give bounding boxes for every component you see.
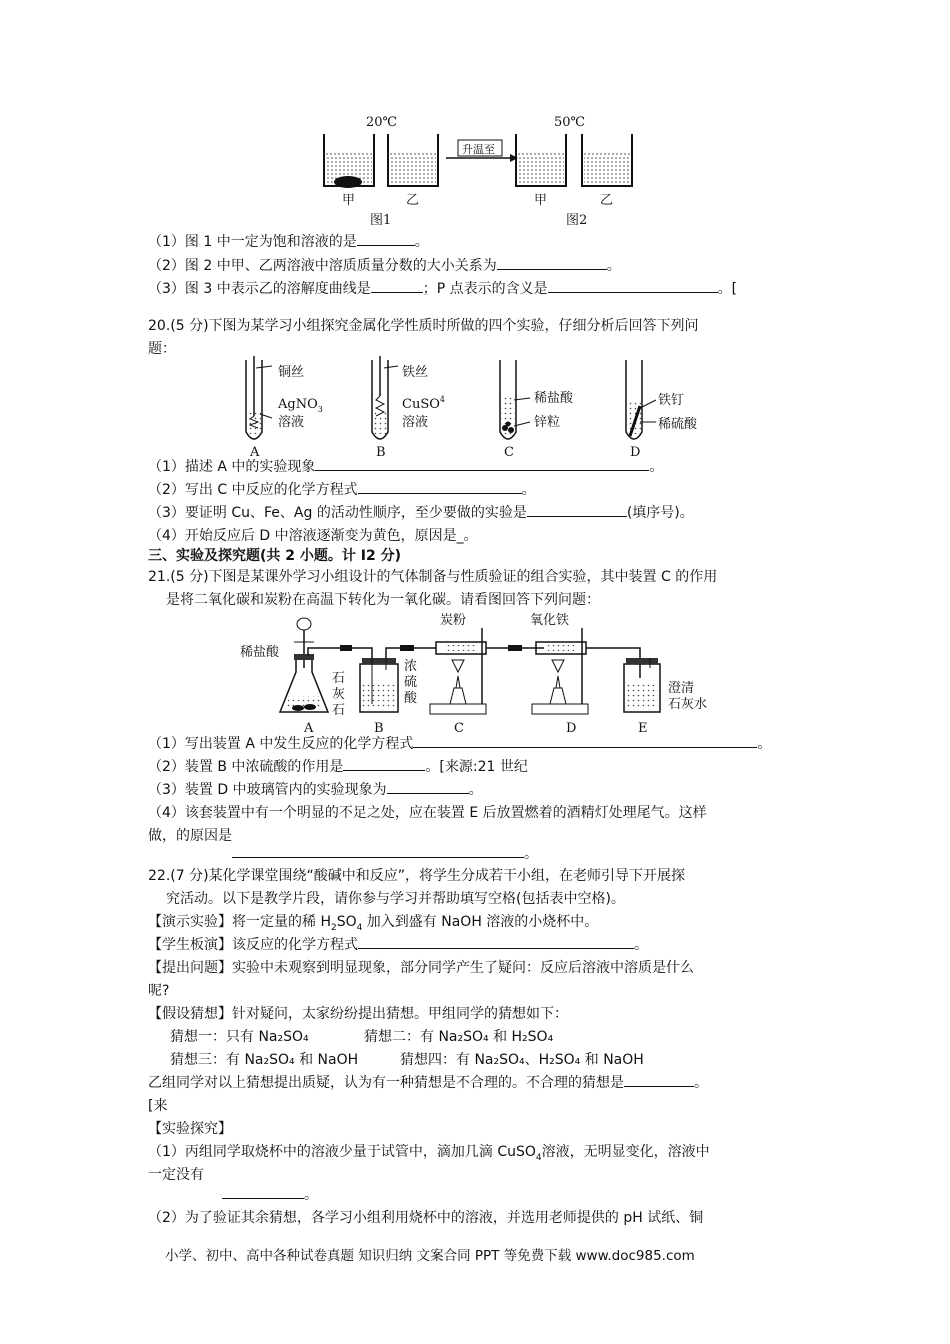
beaker-jia-1 [324,134,374,188]
answer-blank[interactable] [358,934,634,949]
beaker-jia-2 [516,134,566,186]
q20-line1 [148,456,663,478]
q20-l1-end: 。 [649,459,664,475]
label-lime2: 灰 [332,687,346,702]
apparatus-a-flask [280,618,328,712]
apparatus-letter-a: A [304,721,314,736]
beaker-label-yi-1: 乙 [406,193,420,208]
q20-line3 [148,502,694,524]
q21-line4a: （4）该套装置中有一个明显的不足之处，应在装置 E 后放置燃着的酒精灯处理尾气。这样 [148,805,707,821]
q21-line2 [148,756,528,778]
label-carbon-powder: 炭粉 [440,613,467,628]
solubility-beaker-figure [318,112,638,230]
beaker-label-yi-2: 乙 [600,193,614,208]
tube-b-label2: CuSO$^4$ [402,395,445,412]
q19-l2-text: （2）图 2 中甲、乙两溶液中溶质质量分数的大小关系为 [148,258,497,274]
q21-line4c [232,843,538,865]
q22-demo-sub: 2 [330,922,337,933]
q21-line4b: 做，的原因是 [148,828,232,844]
label-iron-oxide: 氧化铁 [530,613,570,628]
tube-b-label3: 溶液 [402,415,429,430]
caption-fig1: 图1 [370,213,392,228]
q21-l2-text: （2）装置 B 中浓硫酸的作用是 [148,759,344,775]
q22-p1-line [148,1141,710,1169]
q22-demo-text: 【演示实验】将一定量的稀 H [148,914,331,930]
q20-intro-line1: 20.(5 分)下图为某学习小组探究金属化学性质时所做的四个实验，仔细分析后回答下列问 [148,318,699,334]
q19-line1 [148,231,429,253]
q22-question-line1: 【提出问题】实验中未观察到明显现象，部分同学产生了疑问：反应后溶液中溶质是什么 [148,960,694,976]
label-limewater1: 澄清 [668,681,695,696]
tube-a-label1: 铜丝 [278,365,305,380]
q22-demo-text3: 加入到盛有 NaOH 溶液的小烧杯中。 [362,914,599,930]
tube-d-letter: D [630,445,641,460]
q20-line4: （4）开始反应后 D 中溶液逐渐变为黄色，原因是_。 [148,528,478,544]
answer-blank[interactable] [624,1072,694,1087]
q22-demo-sub2: 4 [356,922,363,933]
q21-line1 [148,733,771,755]
q21-l2-end: 。[来源:21 世纪 [425,759,528,775]
apparatus-letter-c: C [454,721,464,736]
label-dilute-hcl: 稀盐酸 [240,645,280,660]
guess-1: 猜想一：只有 Na₂SO₄ [170,1029,309,1045]
q22-p1b-end: 。 [304,1187,318,1203]
q20-l2-text: （2）写出 C 中反应的化学方程式 [148,482,358,498]
beaker-label-jia-2: 甲 [534,193,548,208]
q22-demo-text2: SO [336,914,357,930]
apparatus-letter-d: D [566,721,577,736]
q19-line2 [148,255,621,277]
tube-d-label2: 稀硫酸 [658,417,698,432]
tube-a-letter: A [250,445,260,460]
q22-p1-sub: 4 [535,1152,542,1163]
heat-arrow-label: 升温至 [462,143,495,156]
answer-blank[interactable] [371,278,423,293]
q20-l3-text: （3）要证明 Cu、Fe、Ag 的活动性顺序，至少要做的实验是 [148,505,527,521]
q22-yi-line [148,1072,708,1094]
answer-blank[interactable] [315,456,649,471]
section-3-heading: 三、实验及探究题(共 2 小题。计 I2 分) [148,548,401,564]
apparatus-d-tube [532,628,588,714]
q21-l1-text: （1）写出装置 A 中发生反应的化学方程式 [148,736,414,752]
guess-2: 猜想二：有 Na₂SO₄ 和 H₂SO₄ [364,1029,554,1045]
q22-board-end: 。 [634,937,648,953]
q19-l3-end: 。[ [717,281,738,297]
tube-c-label1: 稀盐酸 [534,391,574,406]
label-h2so4-3: 酸 [404,691,418,706]
test-tube-a [246,356,272,439]
q22-intro-line2: 究活动。以下是教学片段，请你参与学习并帮助填写空格(包括表中空格)。 [166,891,625,907]
answer-blank[interactable] [527,502,627,517]
q20-l1-text: （1）描述 A 中的实验现象 [148,459,316,475]
test-tube-d [626,360,656,439]
q22-p1-text: （1）丙组同学取烧杯中的溶液少量于试管中，滴加几滴 CuSO [148,1144,536,1160]
q22-question-line2: 呢? [148,983,170,999]
label-lime1: 石 [332,671,346,686]
heat-arrow [446,140,518,162]
q22-board-line [148,934,648,956]
q22-p2-line: （2）为了验证其余猜想，各学习小组利用烧杯中的溶液，并选用老师提供的 pH 试纸、铜 [148,1210,704,1226]
answer-blank[interactable] [497,255,607,270]
label-lime3: 石 [332,703,346,718]
q22-hypothesis-line: 【假设猜想】针对疑问，太家纷纷提出猜想。甲组同学的猜想如下： [148,1006,568,1022]
label-h2so4-2: 硫 [404,675,418,690]
tube-b-letter: B [376,445,386,460]
q20-l3-end: (填序号)。 [626,505,694,521]
q22-intro-line1: 22.(7 分)某化学课堂围绕“酸碱中和反应”，将学生分成若干小组，在老师引导下开展探 [148,868,686,884]
answer-blank[interactable] [358,479,522,494]
apparatus-b-bottle [360,658,398,712]
tube-d-label1: 铁钉 [658,393,685,408]
answer-blank[interactable] [232,843,524,858]
q20-intro-line2: 题： [148,341,176,357]
q19-l1-text: （1）图 1 中一定为饱和溶液的是 [148,234,357,250]
q21-l3-text: （3）装置 D 中玻璃管内的实验现象为 [148,782,387,798]
apparatus-letter-e: E [638,721,648,736]
q21-l3-end: 。 [468,782,483,798]
tube-c-letter: C [504,445,514,460]
temp-label-20: 20℃ [366,115,398,130]
q21-l4-end: 。 [524,846,538,862]
caption-fig2: 图2 [566,213,588,228]
q22-p1b-answer [222,1184,318,1206]
q19-l3-text2: ；P 点表示的含义是 [422,281,548,297]
q22-p1-text2: 溶液，无明显变化，溶液中 [541,1144,710,1160]
tube-c-label2: 锌粒 [534,415,561,430]
q19-l2-end: 。 [606,258,621,274]
q20-l2-end: 。 [521,482,536,498]
answer-blank[interactable] [357,231,415,246]
answer-blank[interactable] [387,779,469,794]
q21-intro-line1: 21.(5 分)下图是某课外学习小组设计的气体制备与性质验证的组合实验，其中装置 C 的作用 [148,569,718,585]
test-tube-c [500,360,530,439]
tube-a-label2: AgNO$_3$ [278,397,323,414]
q22-source-fragment: [来 [148,1098,168,1114]
test-tube-b [372,356,398,439]
guess-3: 猜想三：有 Na₂SO₄ 和 NaOH [170,1052,359,1068]
q21-l1-end: 。 [757,736,772,752]
metal-test-tube-figure [238,356,718,460]
label-h2so4-1: 浓 [404,659,418,674]
tube-b-label1: 铁丝 [402,365,429,380]
temp-label-50: 50℃ [554,115,586,130]
answer-blank[interactable] [222,1184,304,1199]
apparatus-letter-b: B [374,721,384,736]
apparatus-e-bottle [624,658,660,712]
tube-a-label3: 溶液 [278,415,305,430]
q21-intro-line2: 是将二氧化碳和炭粉在高温下转化为一氧化碳。请看图回答下列问题： [166,592,600,608]
q22-p1b-line: 一定没有 [148,1167,204,1183]
answer-blank[interactable] [413,733,757,748]
guess-4: 猜想四：有 Na₂SO₄、H₂SO₄ 和 NaOH [400,1052,644,1068]
q19-l1-end: 。 [414,234,429,250]
gas-apparatus-figure [236,608,726,736]
q19-line3 [148,278,737,300]
q22-board-text: 【学生板演】该反应的化学方程式 [148,937,358,953]
q19-l3-text: （3）图 3 中表示乙的溶解度曲线是 [148,281,371,297]
q22-yi-end: 。 [694,1075,708,1091]
answer-blank[interactable] [548,278,718,293]
q22-explore-heading: 【实验探究】 [148,1121,232,1137]
q20-line2 [148,479,536,501]
beaker-yi-2 [582,134,632,186]
q21-line3 [148,779,483,801]
answer-blank[interactable] [343,756,425,771]
beaker-yi-1 [388,134,438,186]
apparatus-c-tube [430,628,486,714]
q22-yi-text: 乙组同学对以上猜想提出质疑，认为有一种猜想是不合理的。不合理的猜想是 [148,1075,624,1091]
label-limewater2: 石灰水 [668,697,708,712]
beaker-label-jia-1: 甲 [342,193,356,208]
page-footer: 小学、初中、高中各种试卷真题 知识归纳 文案合同 PPT 等免费下载 www.doc985.com [165,1248,695,1264]
